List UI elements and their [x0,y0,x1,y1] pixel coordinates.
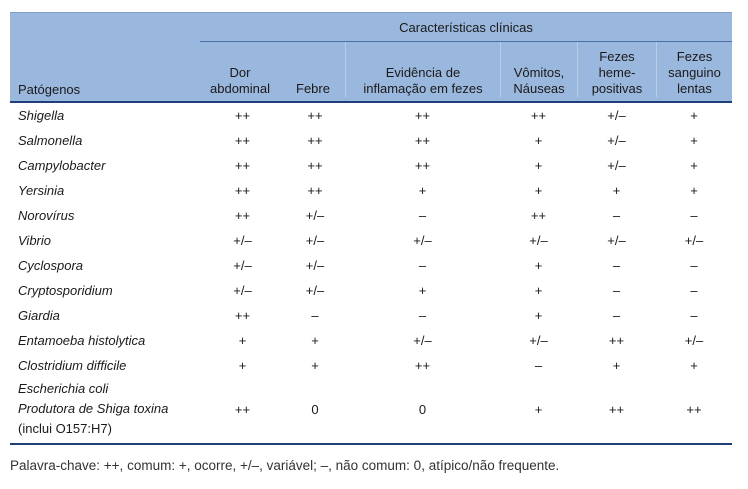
pathogen-name-line: (inclui O157:H7) [18,421,112,436]
table-cell: + [534,401,543,417]
group-header: Características clínicas [399,19,533,35]
table-cell: ++ [307,108,323,123]
table-cell: – [690,208,698,223]
pathogen-name: Shigella [18,108,65,123]
table-cell: +/– [305,208,325,223]
table-cell: ++ [234,183,251,198]
table-cell: ++ [686,401,702,417]
table-cell: – [612,208,621,223]
pathogen-name: Norovírus [18,208,75,223]
pathogen-name [18,378,168,440]
table-cell: +/– [607,233,626,248]
table-row [10,203,732,228]
pathogen-name-line: Escherichia coli [18,381,109,396]
table-cell: ++ [234,158,251,173]
clinical-features-table [10,12,732,445]
table-cell: +/– [529,333,548,348]
col-header-line: Fezes [676,49,713,64]
table-cell: +/– [233,283,252,298]
table-row [10,253,732,278]
table-cell: – [418,308,427,323]
table-cell: + [690,158,698,173]
table-bottom-rule [10,443,732,445]
col-header-abdominal-pain [200,42,280,101]
col-header-line: Fezes [599,49,635,64]
table-row [10,278,732,303]
table-cell: ++ [414,108,431,123]
table-cell: ++ [608,401,625,417]
col-header-line: Febre [296,81,330,96]
table-cell: + [690,108,698,123]
table-header [10,12,732,101]
col-header-bloody-stool [657,42,732,101]
table-cell: ++ [234,401,251,417]
table-cell: 0 [311,401,319,417]
col-header-line: Evidência de [385,65,461,80]
table-cell: +/– [529,233,548,248]
table-row [10,178,732,203]
table-cell: + [311,333,319,348]
pathogen-name: Giardia [18,308,60,323]
table-cell: + [690,133,698,148]
table-cell: + [418,283,427,298]
pathogen-header: Patógenos [18,82,81,97]
col-header-line: lentas [677,81,712,96]
pathogen-name: Cryptosporidium [18,283,113,298]
table-cell: ++ [234,108,251,123]
table-cell: – [690,283,698,298]
table-cell: ++ [414,133,431,148]
table-row [10,228,732,253]
table-cell: – [690,308,698,323]
table-cell: + [612,183,621,198]
table-cell: +/– [413,233,432,248]
table-cell: + [238,358,247,373]
col-header-line: abdominal [210,81,270,96]
table-cell: – [418,258,427,273]
col-header-line: inflamação em fezes [363,81,483,96]
pathogen-name: Entamoeba histolytica [18,333,146,348]
table-cell: ++ [414,358,431,373]
pathogen-name: Salmonella [18,133,83,148]
pathogen-name-line: Produtora de Shiga toxina [18,401,169,416]
table-cell: – [534,358,543,373]
table-cell: +/– [607,108,626,123]
table-row [10,378,732,440]
table-cell: – [612,283,621,298]
table-cell: +/– [607,158,626,173]
table-cell: – [311,308,319,323]
table-cell: + [238,333,247,348]
table-cell: – [418,208,427,223]
table-cell: + [534,283,543,298]
table-cell: + [534,308,543,323]
col-header-fever [285,42,341,101]
table-cell: ++ [530,208,547,223]
table-cell: ++ [530,108,547,123]
table-cell: ++ [307,133,323,148]
table-row [10,153,732,178]
pathogen-name: Campylobacter [18,158,106,173]
table-cell: ++ [307,158,323,173]
col-header-line: sanguino [668,65,721,80]
table-row [10,128,732,153]
table-row [10,353,732,378]
table-cell: +/– [305,258,325,273]
table-cell: +/– [607,133,626,148]
col-header-line: heme- [598,65,636,80]
table-cell: +/– [684,333,704,348]
table-body [10,103,732,378]
table-cell: – [612,308,621,323]
table-cell: + [418,183,427,198]
table-cell: 0 [418,401,427,417]
table-cell: ++ [307,183,323,198]
footnote: Palavra-chave: ++, comum: +, ocorre, +/–, variável; –, não comum: 0, atípico/não frequente. [10,458,560,473]
table-row [10,328,732,353]
table-cell: ++ [234,308,251,323]
table-cell: + [311,358,319,373]
pathogen-name: Cyclospora [18,258,84,273]
col-header-fecal-inflammation [346,42,500,101]
table-cell: ++ [234,133,251,148]
table-cell: +/– [305,233,325,248]
table-cell: + [534,258,543,273]
table-cell: ++ [608,333,625,348]
pathogen-name: Clostridium difficile [18,358,127,373]
table-cell: + [690,358,698,373]
col-header-line: Vômitos, [513,65,565,80]
table-cell: +/– [684,233,704,248]
pathogen-name: Vibrio [18,233,52,248]
table-cell: + [612,358,621,373]
table-cell: + [690,183,698,198]
col-header-line: positivas [591,81,643,96]
table-row [10,103,732,128]
table-cell: + [534,183,543,198]
table-cell: + [534,133,543,148]
table-cell: – [612,258,621,273]
table-cell: +/– [233,258,252,273]
table-cell: – [690,258,698,273]
col-header-heme-positive [578,42,656,101]
table-cell: + [534,158,543,173]
pathogen-name: Yersinia [18,183,65,198]
col-header-line: Dor [229,65,251,80]
table-cell: +/– [233,233,252,248]
col-header-vomiting [501,42,577,101]
col-header-line: Náuseas [513,81,565,96]
table-cell: +/– [413,333,432,348]
table-cell: ++ [234,208,251,223]
table-row [10,303,732,328]
table-cell: ++ [414,158,431,173]
table-cell: +/– [305,283,325,298]
